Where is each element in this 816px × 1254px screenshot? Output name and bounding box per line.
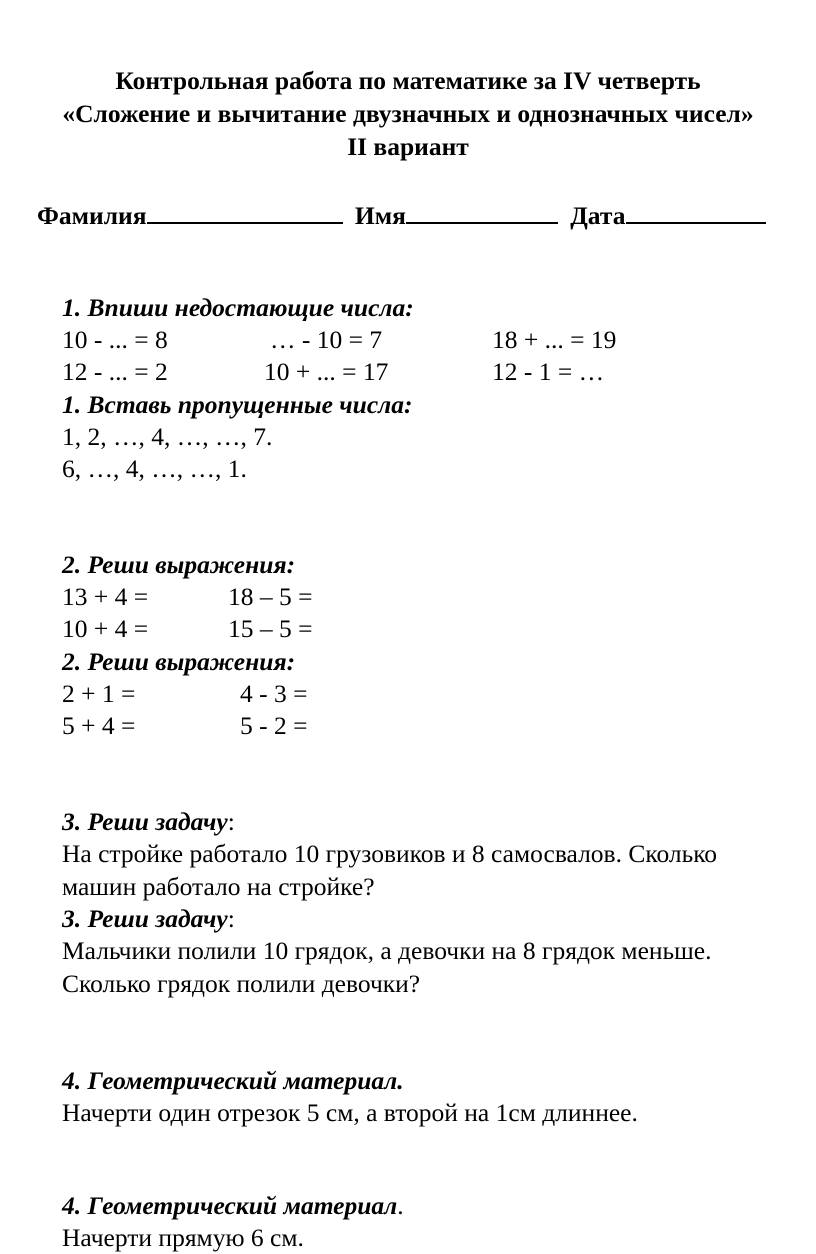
task3a-heading: 3. Реши задачу xyxy=(62,807,228,836)
task1a-r2c1: 12 - ... = 2 xyxy=(62,357,168,386)
task2b-r2c2: 5 - 2 = xyxy=(240,711,308,740)
task2b-r2c1: 5 + 4 = xyxy=(62,711,136,740)
date-label: Дата xyxy=(570,201,626,230)
task3b-line1: Мальчики полили 10 грядок, а девочки на 8 грядок меньше. xyxy=(62,936,712,965)
title-line-2: «Сложение и вычитание двузначных и однозначных чисел» xyxy=(62,99,754,128)
task1a-r1c2: … - 10 = 7 xyxy=(270,325,383,354)
task3a-line2: машин работало на стройке? xyxy=(62,872,375,901)
task1b-line2: 6, …, 4, …, …, 1. xyxy=(62,454,247,483)
surname-blank xyxy=(147,197,343,224)
surname-label: Фамилия xyxy=(37,201,147,230)
task3a-line1: На стройке работало 10 грузовиков и 8 самосвалов. Сколько xyxy=(62,839,718,868)
date-blank xyxy=(626,197,766,224)
title-line-3: II вариант xyxy=(347,132,469,161)
task3b-colon: : xyxy=(227,904,235,933)
task2a-r1c2: 18 – 5 = xyxy=(228,582,313,611)
task1a-heading: 1. Впиши недостающие числа: xyxy=(62,293,414,322)
task1b-heading: 1. Вставь пропущенные числа: xyxy=(62,390,413,419)
task2a-r1c1: 13 + 4 = xyxy=(62,582,149,611)
task2a-r2c2: 15 – 5 = xyxy=(228,614,313,643)
name-blank xyxy=(406,197,558,224)
name-label: Имя xyxy=(354,201,406,230)
task4b-text: Начерти прямую 6 см. xyxy=(62,1223,304,1252)
task2b-r1c2: 4 - 3 = xyxy=(240,679,308,708)
task4b-heading-line xyxy=(62,1189,404,1222)
title-line-1: Контрольная работа по математике за IV четверть xyxy=(115,66,701,95)
task1a-r2c3: 12 - 1 = … xyxy=(492,357,605,386)
task3b-line2: Сколько грядок полили девочки? xyxy=(62,969,421,998)
task3b-heading-line xyxy=(62,902,235,935)
task1a-r2c2: 10 + ... = 17 xyxy=(264,357,389,386)
task1b-line1: 1, 2, …, 4, …, …, 7. xyxy=(62,422,273,451)
task2a-heading: 2. Реши выражения: xyxy=(62,550,296,579)
task4b-period: . xyxy=(397,1191,404,1220)
document-title xyxy=(0,64,816,163)
task1a-r1c3: 18 + ... = 19 xyxy=(492,325,617,354)
task4a-heading: 4. Геометрический материал. xyxy=(62,1066,404,1095)
task3b-problem xyxy=(62,934,792,1000)
task3b-heading: 3. Реши задачу xyxy=(62,904,228,933)
task3a-problem xyxy=(62,837,792,903)
task2b-r1c1: 2 + 1 = xyxy=(62,679,136,708)
task2b-heading: 2. Реши выражения: xyxy=(62,647,296,676)
task2a-r2c1: 10 + 4 = xyxy=(62,614,149,643)
student-fields xyxy=(37,197,766,232)
task4a-text: Начерти один отрезок 5 см, а второй на 1см длиннее. xyxy=(62,1098,638,1127)
task4b-heading: 4. Геометрический материал xyxy=(62,1191,398,1220)
task3a-heading-line xyxy=(62,805,235,838)
task3a-colon: : xyxy=(227,807,235,836)
task1a-r1c1: 10 - ... = 8 xyxy=(62,325,168,354)
